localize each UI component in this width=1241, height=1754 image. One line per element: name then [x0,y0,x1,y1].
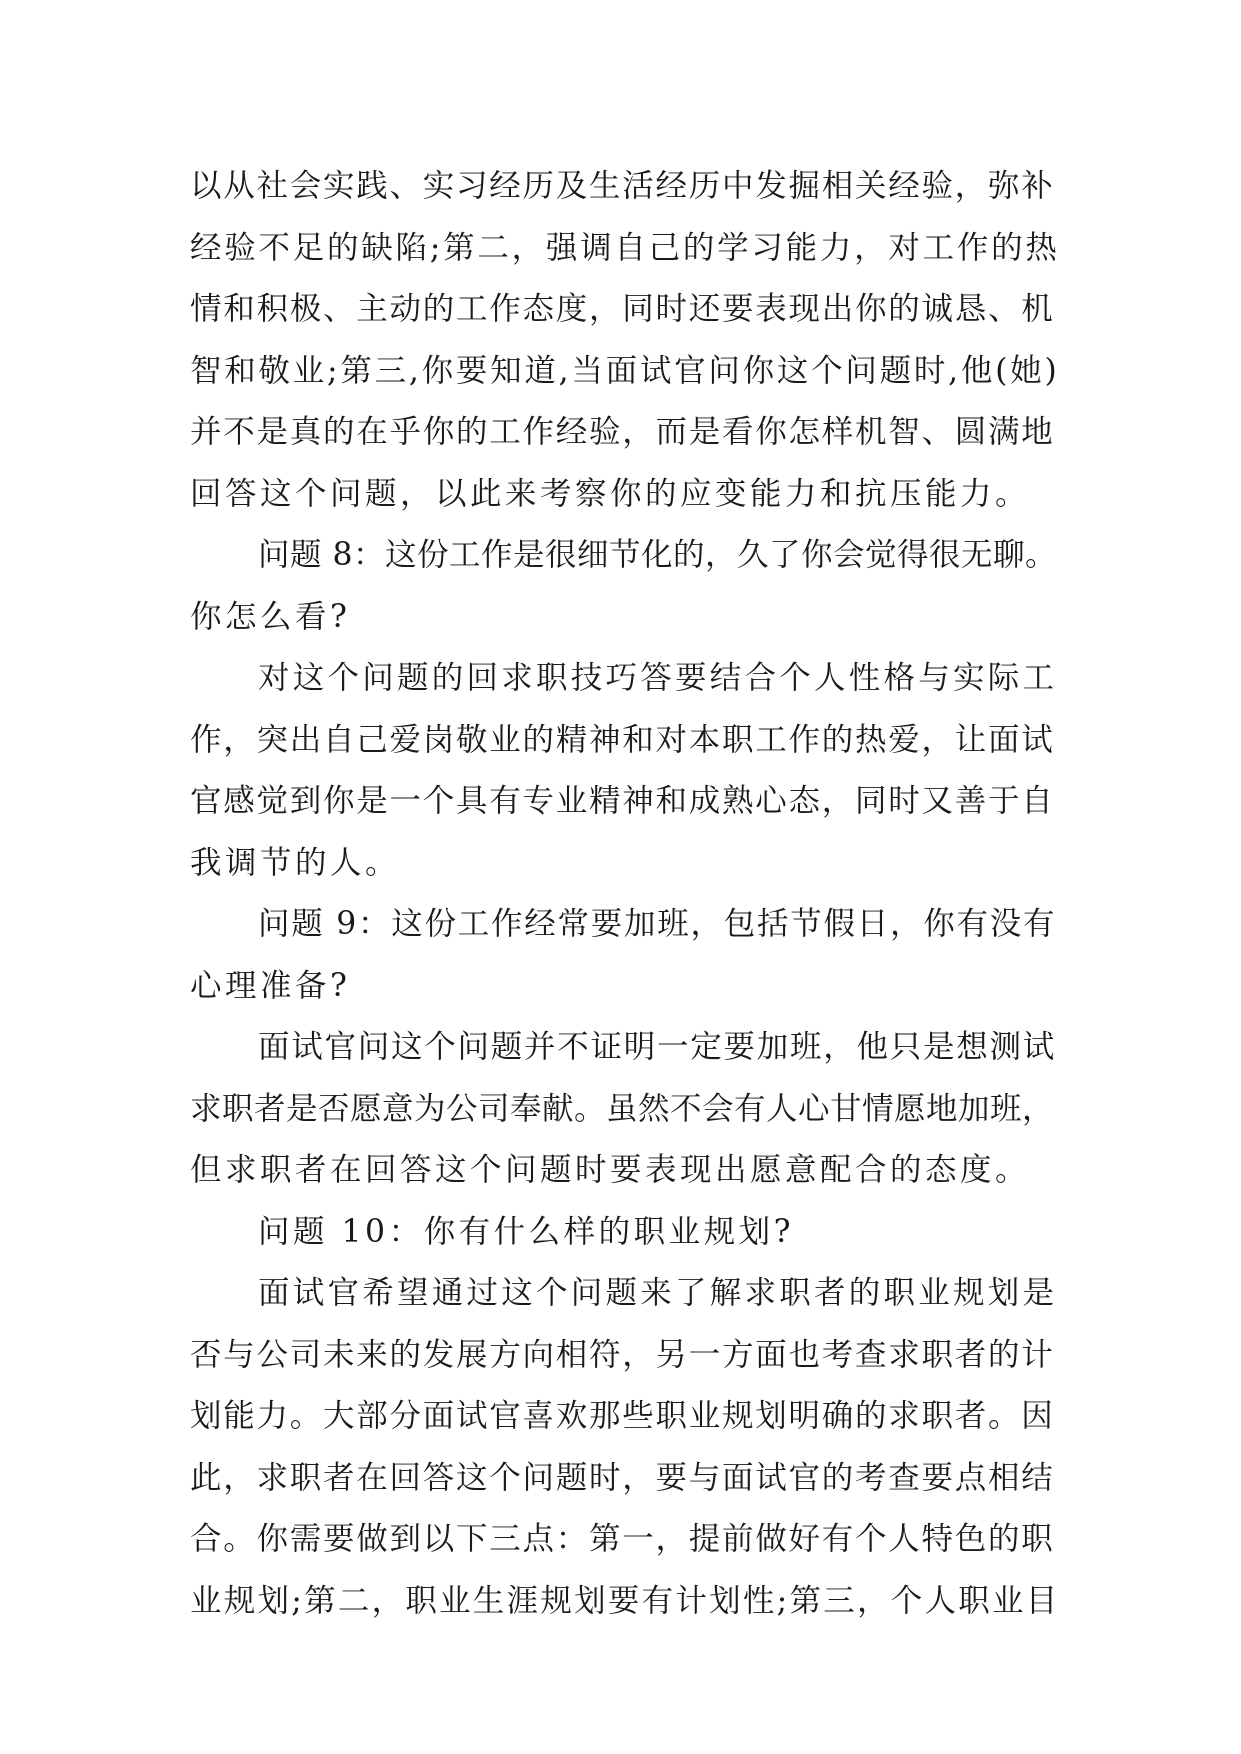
text-line: 官感觉到你是一个具有专业精神和成熟心态，同时又善于自 [190,783,1055,819]
text-line: 但求职者在回答这个问题时要表现出愿意配合的态度。 [190,1152,1031,1188]
text-line: 以从社会实践、实习经历及生活经历中发掘相关经验，弥补 [190,168,1055,204]
text-line: 面试官问这个问题并不证明一定要加班，他只是想测试 [258,1029,1057,1065]
text-line: 对这个问题的回求职技巧答要结合个人性格与实际工 [258,660,1058,696]
text-line: 否与公司未来的发展方向相符，另一方面也考查求职者的计 [190,1336,1055,1373]
text-line: 心理准备? [190,967,351,1004]
text-line: 问题 9：这份工作经常要加班，包括节假日，你有没有 [258,906,1057,942]
text-line: 并不是真的在乎你的工作经验，而是看你怎样机智、圆满地 [190,414,1055,450]
text-line: 此，求职者在回答这个问题时，要与面试官的考查要点相结 [190,1459,1055,1496]
text-line: 回答这个问题，以此来考察你的应变能力和抗压能力。 [190,475,1031,512]
text-line: 合。你需要做到以下三点：第一，提前做好有个人特色的职 [190,1521,1055,1557]
text-line: 求职者是否愿意为公司奉献。虽然不会有人心甘情愿地加班， [190,1090,1055,1127]
text-line: 情和积极、主动的工作态度，同时还要表现出你的诚恳、机 [190,291,1055,327]
text-line: 我调节的人。 [190,844,401,881]
text-line: 业规划;第二，职业生涯规划要有计划性;第三，个人职业目 [190,1582,1060,1619]
text-line: 作，突出自己爱岗敬业的精神和对本职工作的热爱，让面试 [190,721,1055,758]
text-line: 智和敬业;第三,你要知道,当面试官问你这个问题时,他(她) [190,352,1060,389]
text-line: 问题 8：这份工作是很细节化的，久了你会觉得很无聊。 [258,537,1058,573]
text-line: 经验不足的缺陷;第二，强调自己的学习能力，对工作的热 [190,229,1060,266]
text-line: 划能力。大部分面试官喜欢那些职业规划明确的求职者。因 [190,1398,1055,1434]
text-line: 面试官希望通过这个问题来了解求职者的职业规划是 [258,1275,1058,1311]
text-line: 问题 10：你有什么样的职业规划? [258,1213,794,1250]
body-text [190,156,1060,1632]
text-line: 你怎么看? [190,598,351,635]
